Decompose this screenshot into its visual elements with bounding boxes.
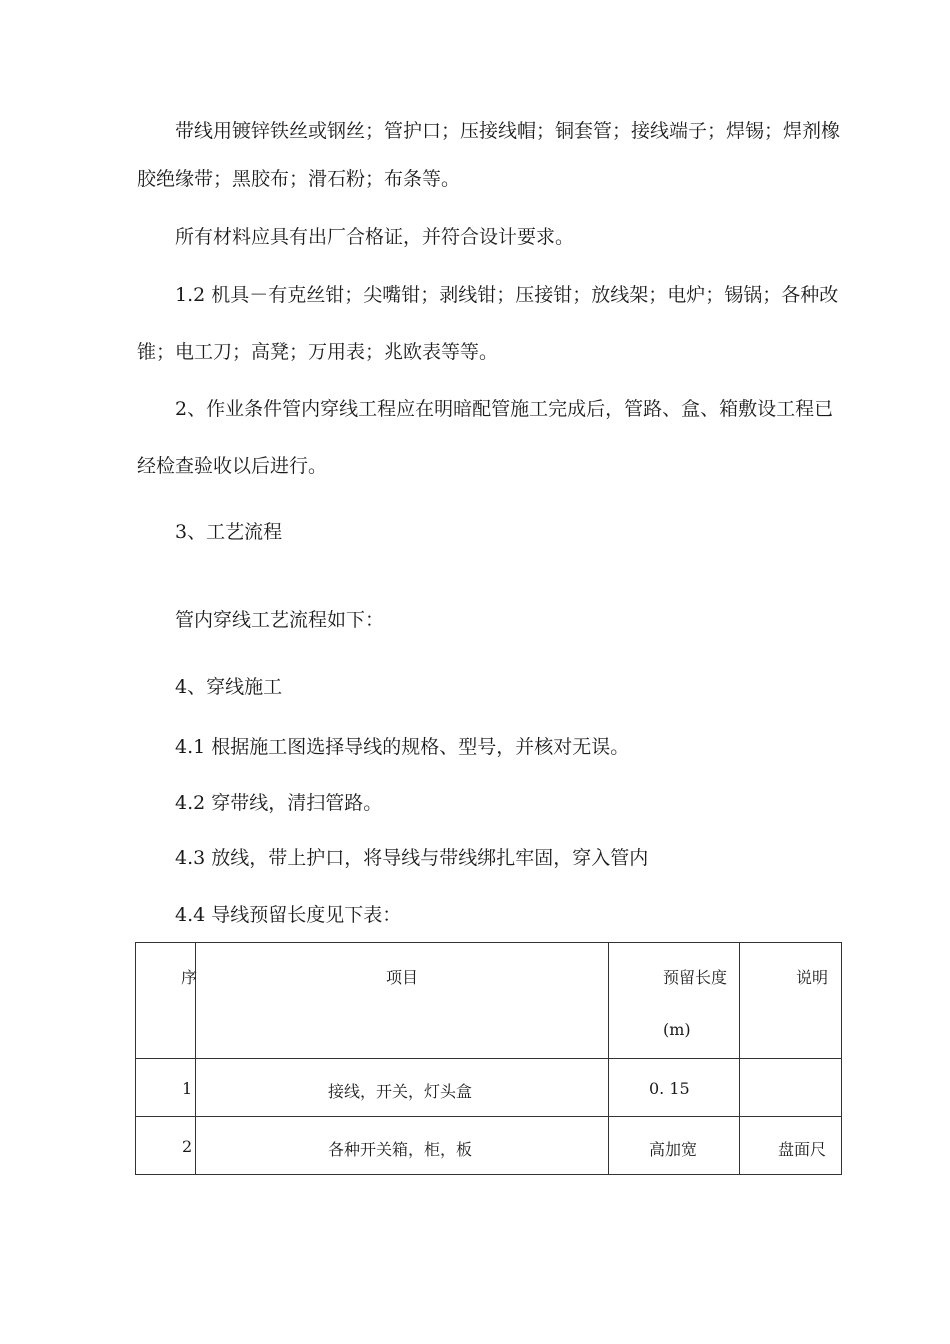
paragraph-conditions-line-2: 经检查验收以后进行。 bbox=[137, 455, 328, 477]
header-note: 说明 bbox=[796, 968, 829, 987]
header-cell-length bbox=[609, 943, 740, 1059]
table-header-row bbox=[136, 943, 842, 1059]
paragraph-step-4-2: 4.2 穿带线，清扫管路。 bbox=[175, 792, 383, 814]
paragraph-certificate: 所有材料应具有出厂合格证，并符合设计要求。 bbox=[175, 226, 575, 248]
row-seq: 2 bbox=[182, 1137, 193, 1156]
row-note: 盘面尺 bbox=[778, 1140, 827, 1159]
row-length: 高加宽 bbox=[649, 1140, 698, 1159]
header-seq: 序 bbox=[181, 968, 198, 987]
paragraph-materials-line-1: 带线用镀锌铁丝或钢丝；管护口；压接线帽；铜套管；接线端子；焊锡；焊剂橡 bbox=[175, 120, 841, 142]
header-length-line-2: (m) bbox=[663, 1020, 691, 1039]
paragraph-step-4-4: 4.4 导线预留长度见下表： bbox=[175, 904, 402, 926]
cell-note bbox=[740, 1059, 842, 1117]
header-cell-item bbox=[196, 943, 609, 1059]
cell-seq bbox=[136, 1059, 196, 1117]
cell-length bbox=[609, 1117, 740, 1175]
cell-length bbox=[609, 1059, 740, 1117]
section-heading-process: 3、工艺流程 bbox=[175, 521, 283, 543]
paragraph-conditions-line-1: 2、作业条件管内穿线工程应在明暗配管施工完成后，管路、盒、箱敷设工程已 bbox=[175, 398, 834, 420]
row-item: 各种开关箱，柜，板 bbox=[328, 1140, 473, 1159]
paragraph-materials-line-2: 胶绝缘带；黑胶布；滑石粉；布条等。 bbox=[137, 168, 461, 190]
section-heading-wiring: 4、穿线施工 bbox=[175, 676, 283, 698]
table-row bbox=[136, 1117, 842, 1175]
row-item: 接线，开关，灯头盒 bbox=[328, 1082, 473, 1101]
cell-item bbox=[196, 1059, 609, 1117]
paragraph-step-4-1: 4.1 根据施工图选择导线的规格、型号，并核对无误。 bbox=[175, 736, 630, 758]
reserve-length-table bbox=[135, 942, 842, 1175]
paragraph-tools-line-2: 锥；电工刀；高凳；万用表；兆欧表等等。 bbox=[137, 341, 499, 363]
row-length: 0. 15 bbox=[649, 1079, 690, 1098]
cell-seq bbox=[136, 1117, 196, 1175]
header-length-line-1: 预留长度 bbox=[663, 968, 728, 987]
paragraph-tools-line-1: 1.2 机具－有克丝钳；尖嘴钳；剥线钳；压接钳；放线架；电炉；锡锅；各种改 bbox=[175, 284, 839, 306]
cell-item bbox=[196, 1117, 609, 1175]
table-row bbox=[136, 1059, 842, 1117]
header-cell-seq bbox=[136, 943, 196, 1059]
cell-note bbox=[740, 1117, 842, 1175]
header-cell-note bbox=[740, 943, 842, 1059]
paragraph-process-intro: 管内穿线工艺流程如下： bbox=[175, 609, 385, 631]
paragraph-step-4-3: 4.3 放线，带上护口，将导线与带线绑扎牢固，穿入管内 bbox=[175, 847, 649, 869]
row-seq: 1 bbox=[182, 1079, 193, 1098]
header-item: 项目 bbox=[386, 968, 419, 987]
